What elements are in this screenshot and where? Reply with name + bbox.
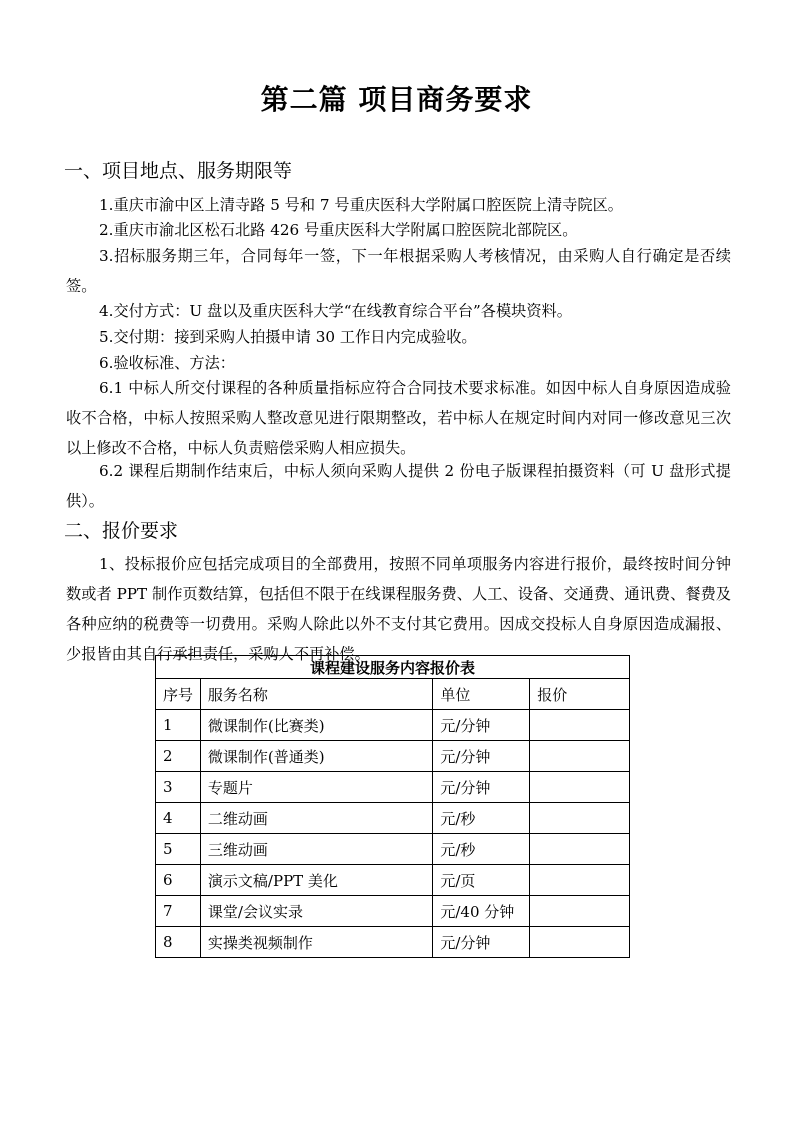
cell-index: 6 [156,865,201,896]
cell-index: 1 [156,710,201,741]
cell-service: 课堂/会议实录 [200,896,432,927]
table-row [156,896,630,927]
cell-unit: 元/分钟 [433,772,530,803]
cell-service: 专题片 [200,772,432,803]
cell-service: 微课制作(普通类) [200,741,432,772]
item-2: 2.重庆市渝北区松石北路 426 号重庆医科大学附属口腔医院北部院区。 [99,221,578,239]
cell-price [530,803,630,834]
section-heading-quote: 二、报价要求 [64,520,179,542]
cell-price [530,834,630,865]
cell-unit: 元/分钟 [433,741,530,772]
cell-index: 7 [156,896,201,927]
header-cell: 序号 [156,679,201,710]
table-caption: 课程建设服务内容报价表 [156,656,630,679]
table-row [156,927,630,958]
table-row [156,710,630,741]
cell-index: 4 [156,803,201,834]
cell-price [530,896,630,927]
item-1: 1.重庆市渝中区上清寺路 5 号和 7 号重庆医科大学附属口腔医院上清寺院区。 [99,196,623,214]
cell-unit: 元/分钟 [433,710,530,741]
cell-index: 2 [156,741,201,772]
cell-service: 实操类视频制作 [200,927,432,958]
cell-price [530,865,630,896]
header-cell: 单位 [433,679,530,710]
cell-price [530,772,630,803]
table-header-row [156,679,630,710]
item-6-2: 6.2 课程后期制作结束后，中标人须向采购人提供 2 份电子版课程拍摄资料（可 U 盘形式提供）。 [66,462,731,510]
table-row [156,803,630,834]
table-row [156,865,630,896]
cell-unit: 元/秒 [433,803,530,834]
item-4: 4.交付方式：U 盘以及重庆医科大学“在线教育综合平台”各模块资料。 [99,302,572,320]
cell-unit: 元/40 分钟 [433,896,530,927]
cell-service: 二维动画 [200,803,432,834]
cell-service: 微课制作(比赛类) [200,710,432,741]
cell-unit: 元/分钟 [433,927,530,958]
cell-service: 三维动画 [200,834,432,865]
cell-price [530,927,630,958]
cell-unit: 元/页 [433,865,530,896]
cell-service: 演示文稿/PPT 美化 [200,865,432,896]
cell-price [530,710,630,741]
header-cell: 报价 [530,679,630,710]
price-table [155,655,630,958]
header-cell: 服务名称 [200,679,432,710]
section-heading-location: 一、项目地点、服务期限等 [64,160,293,182]
cell-index: 3 [156,772,201,803]
quote-paragraph: 1、投标报价应包括完成项目的全部费用，按照不同单项服务内容进行报价，最终按时间分钟数或者 PPT 制作页数结算，包括但不限于在线课程服务费、人工、设备、交通费、通讯费、餐费及各种应纳的税费等一切费用。采购人除此以外不支付其它费用。因成交投标人自身原因造成漏报、少报皆由其自行承担责任，采购人不再补偿。 [66,555,731,663]
cell-index: 5 [156,834,201,865]
table-row [156,834,630,865]
table-row [156,741,630,772]
item-3: 3.招标服务期三年，合同每年一签，下一年根据采购人考核情况，由采购人自行确定是否续签。 [66,247,731,295]
item-6: 6.验收标准、方法： [99,354,235,372]
item-5: 5.交付期：接到采购人拍摄申请 30 工作日内完成验收。 [99,328,477,346]
table-row [156,772,630,803]
cell-unit: 元/秒 [433,834,530,865]
cell-price [530,741,630,772]
cell-index: 8 [156,927,201,958]
item-6-1: 6.1 中标人所交付课程的各种质量指标应符合合同技术要求标准。如因中标人自身原因造成验收不合格，中标人按照采购人整改意见进行限期整改，若中标人在规定时间内对同一修改意见三次以上修改不合格，中标人负责赔偿采购人相应损失。 [66,379,731,457]
page-title: 第二篇 项目商务要求 [260,83,533,116]
